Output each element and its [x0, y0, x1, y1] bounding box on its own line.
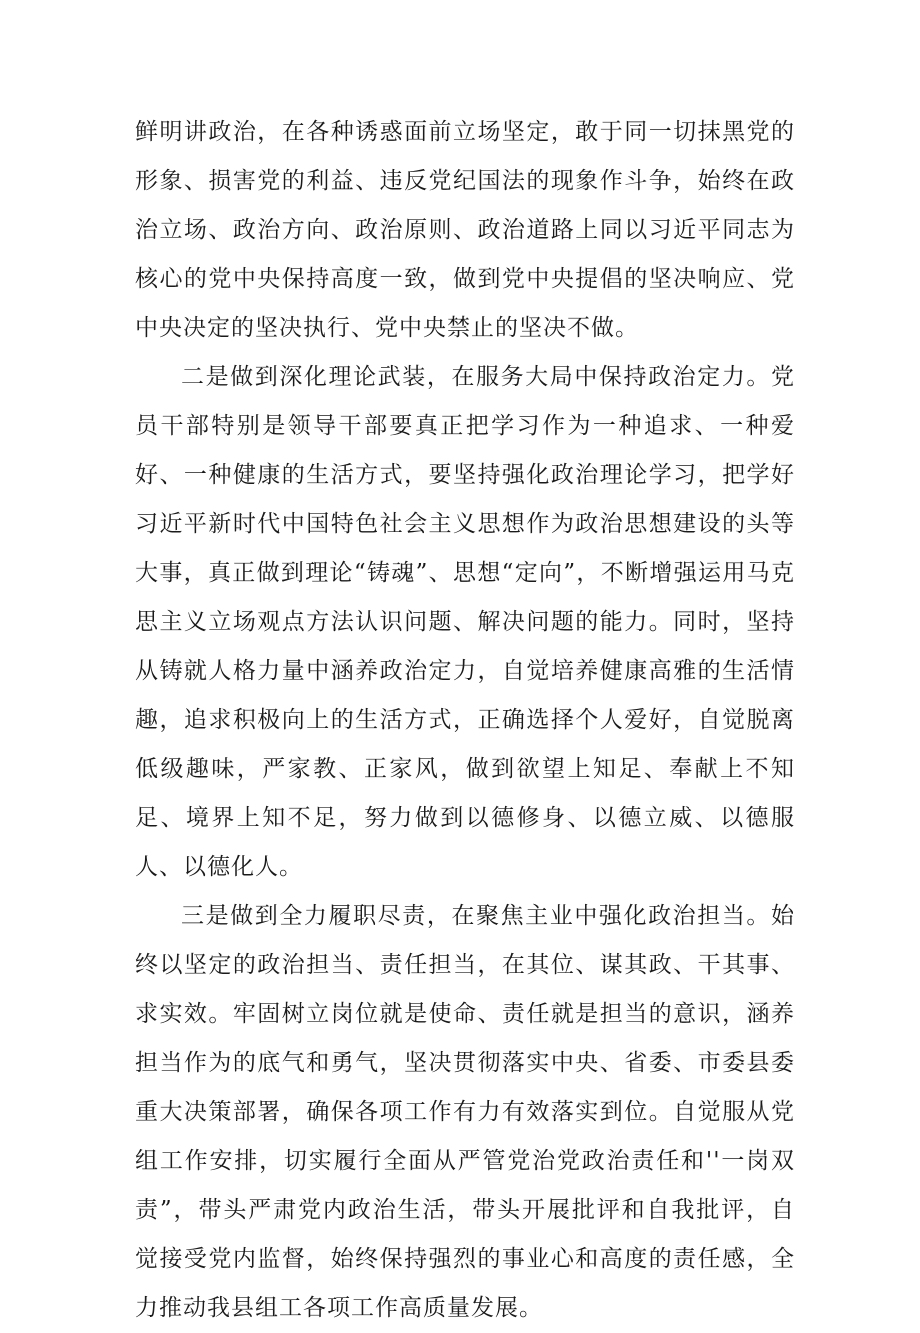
paragraph-continued: 鲜明讲政治，在各种诱惑面前立场坚定，敢于同一切抹黑党的形象、损害党的利益、违反党纪国法的现象作斗争，始终在政治立场、政治方向、政治原则、政治道路上同以习近平同志为核心的党中央保持高度一致，做到党中央提倡的坚决响应、党中央决定的坚决执行、党中央禁止的坚决不做。	[135, 119, 795, 341]
document-body	[135, 108, 795, 1333]
paragraph-two: 二是做到深化理论武装，在服务大局中保持政治定力。党员干部特别是领导干部要真正把学习作为一种追求、一种爱好、一种健康的生活方式，要坚持强化政治理论学习，把学好习近平新时代中国特色社会主义思想作为政治思想建设的头等大事，真正做到理论“铸魂”、思想“定向”，不断增强运用马克思主义立场观点方法认识问题、解决问题的能力。同时，坚持从铸就人格力量中涵养政治定力，自觉培养健康高雅的生活情趣，追求积极向上的生活方式，正确选择个人爱好，自觉脱离低级趣味，严家教、正家风，做到欲望上知足、奉献上不知足、境界上知不足，努力做到以德修身、以德立威、以德服人、以德化人。	[135, 364, 795, 880]
paragraph-three: 三是做到全力履职尽责，在聚焦主业中强化政治担当。始终以坚定的政治担当、责任担当，在其位、谋其政、干其事、求实效。牢固树立岗位就是使命、责任就是担当的意识，涵养担当作为的底气和勇气，坚决贯彻落实中央、省委、市委县委重大决策部署，确保各项工作有力有效落实到位。自觉服从党组工作安排，切实履行全面从严管党治党政治责任和''一岗双责”，带头严肃党内政治生活，带头开展批评和自我批评，自觉接受党内监督，始终保持强烈的事业心和高度的责任感，全力推动我县组工各项工作高质量发展。	[135, 903, 795, 1321]
